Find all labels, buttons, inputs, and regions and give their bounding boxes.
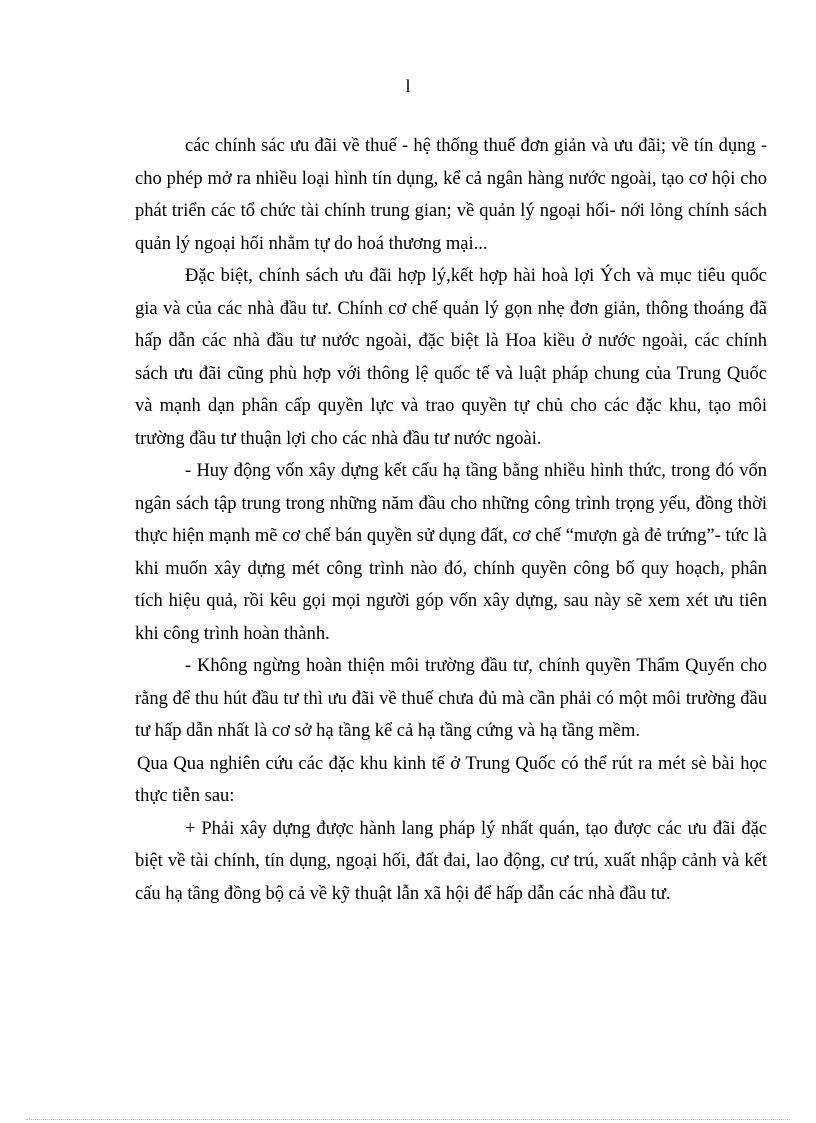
paragraph-infrastructure-capital: - Huy động vốn xây dựng kết cấu hạ tầng bằng nhiều hình thức, trong đó vốn ngân sách tập trung trong những năm đầu cho những công trình trọng yếu, đồng thời thực hiện mạnh mẽ cơ chế bán quyền sử dụng đất, cơ chế “mượn gà đẻ trứng”- tức là khi muốn xây dựng mét công trình nào đó, chính quyền công bố quy hoạch, phân tích hiệu quả, rồi kêu gọi mọi người góp vốn xây dựng, sau này sẽ xem xét ưu tiên khi công trình hoàn thành. [135, 461, 767, 644]
paragraph-lessons-intro: Qua Qua nghiên cứu các đặc khu kinh tế ở Trung Quốc có thể rút ra mét sè bài học thực tiễn sau: [135, 753, 767, 806]
page-bottom-divider [26, 1119, 790, 1120]
page-number: l [405, 76, 411, 96]
paragraph-investment-environment: - Không ngừng hoàn thiện môi trường đầu tư, chính quyền Thẩm Quyến cho rằng để thu hút đầu tư thì ưu đãi về thuế chưa đủ mà cần phải có một môi trường đầu tư hấp dẫn nhất là cơ sở hạ tầng kể cả hạ tầng cứng và hạ tầng mềm. [135, 656, 767, 741]
paragraph-preferential-policy: Đặc biệt, chính sách ưu đãi hợp lý,kết hợp hài hoà lợi Ých và mục tiêu quốc gia và của các nhà đầu tư. Chính cơ chế quản lý gọn nhẹ đơn giản, thông thoáng đã hấp dẫn các nhà đầu tư nước ngoài, đặc biệt là Hoa kiều ở nước ngoài, các chính sách ưu đãi cũng phù hợp với thông lệ quốc tế và luật pháp chung của Trung Quốc và mạnh dạn phân cấp quyền lực và trao quyền tự chủ cho các đặc khu, tạo môi trường đầu tư thuận lợi cho các nhà đầu tư nước ngoài. [135, 266, 767, 449]
paragraph-credit-policy: các chính sác ưu đãi về thuế - hệ thống thuế đơn giản và ưu đãi; về tín dụng - cho phép mở ra nhiều loại hình tín dụng, kể cả ngân hàng nước ngoài, tạo cơ hội cho phát triển các tổ chức tài chính trung gian; về quản lý ngoại hối- nới lỏng chính sách quản lý ngoại hối nhằm tự do hoá thương mại... [135, 136, 767, 254]
body-text [135, 130, 767, 910]
paragraph-legal-framework: + Phải xây dựng được hành lang pháp lý nhất quán, tạo được các ưu đãi đặc biệt về tài chính, tín dụng, ngoại hối, đất đai, lao động, cư trú, xuất nhập cảnh và kết cấu hạ tầng đồng bộ cả về kỹ thuật lẫn xã hội để hấp dẫn các nhà đầu tư. [135, 818, 767, 904]
